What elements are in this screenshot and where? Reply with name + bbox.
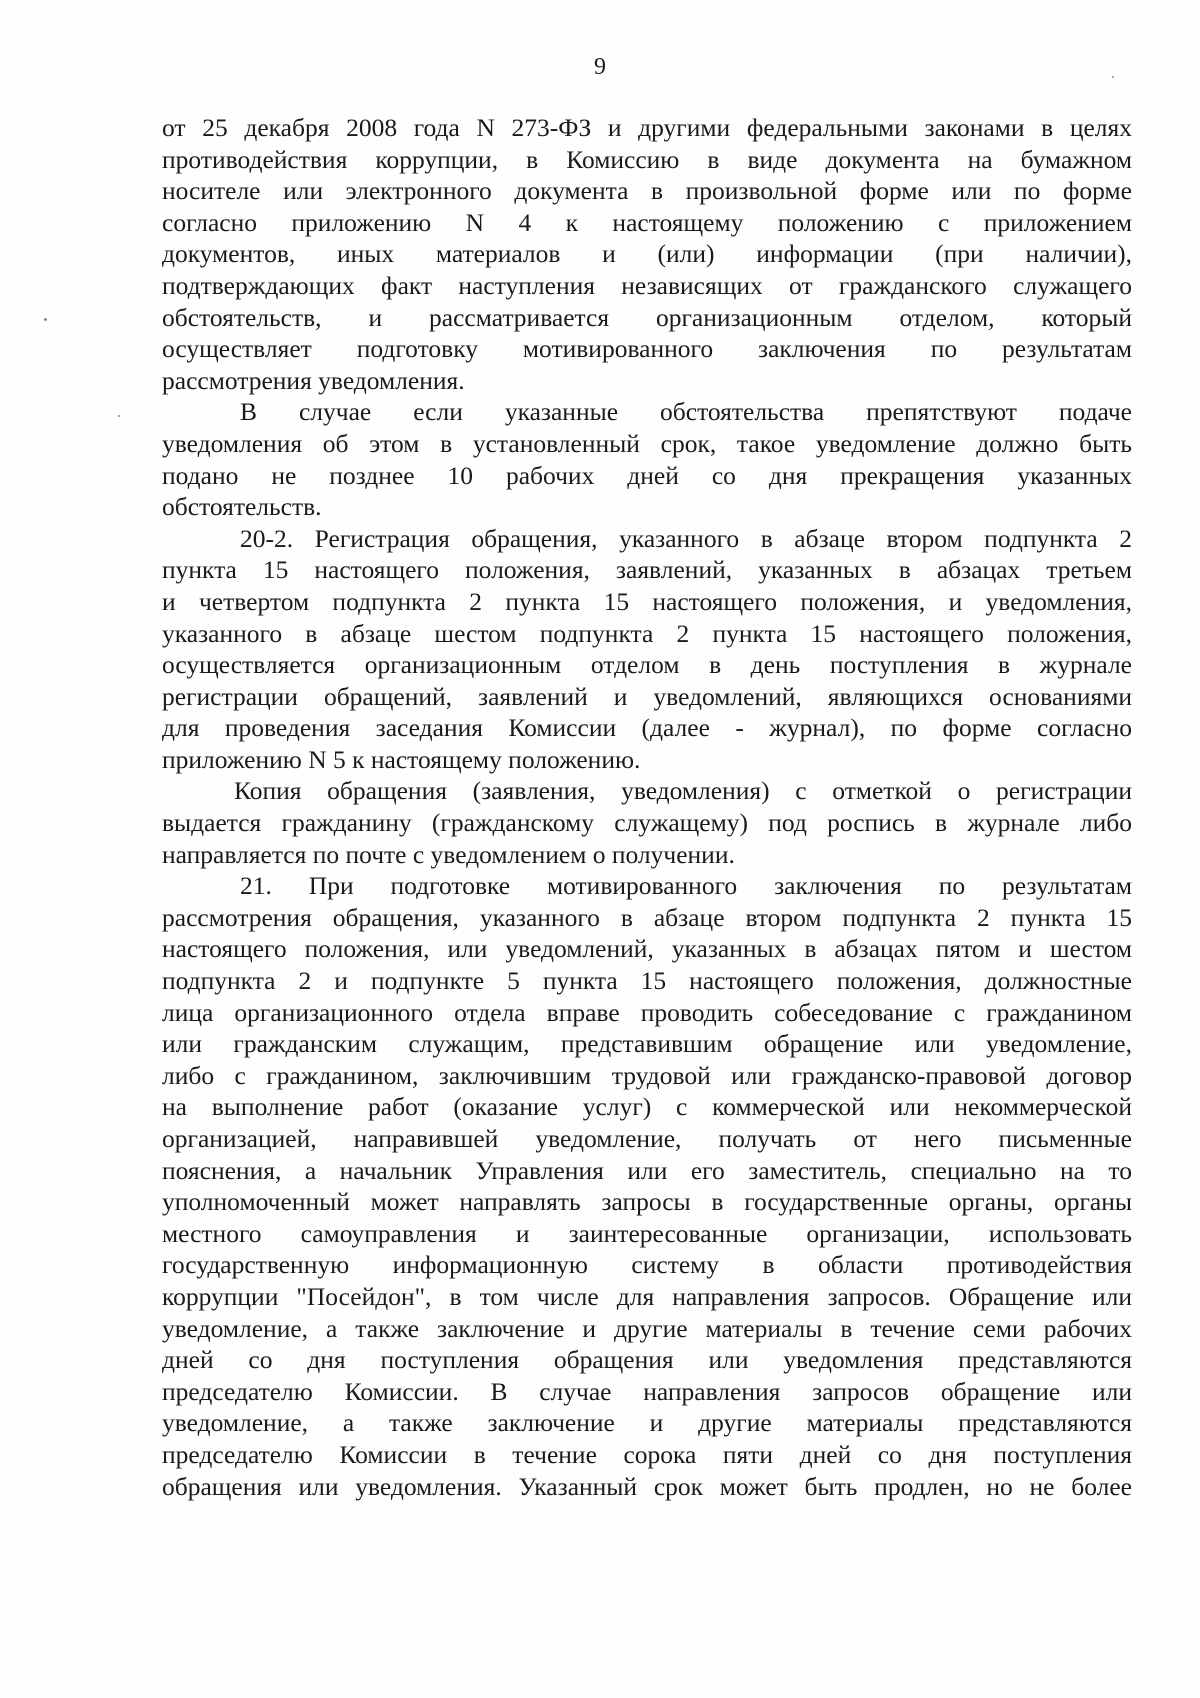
text-line: обстоятельств. [162,492,322,522]
page-number: 9 [594,54,606,80]
text-line: направляется по почте с уведомлением о получении. [162,839,735,869]
text-line: носителе или электронного документа в произвольной форме или по форме [162,176,1132,206]
text-line: лица организационного отдела вправе проводить собеседование с гражданином [162,997,1132,1027]
text-line: подано не позднее 10 рабочих дней со дня прекращения указанных [162,460,1132,490]
paragraph [162,870,1132,1502]
text-line: 20-2. Регистрация обращения, указанного в абзаце втором подпункта 2 [240,523,1132,553]
text-line: председателю Комиссии в течение сорока пяти дней со дня поступления [162,1439,1132,1469]
text-line: согласно приложению N 4 к настоящему положению с приложением [162,207,1132,237]
text-line: настоящего положения, или уведомлений, указанных в абзацах пятом и шестом [162,934,1132,964]
paragraph [162,396,1132,522]
paragraph [162,523,1132,776]
text-line: на выполнение работ (оказание услуг) с коммерческой или некоммерческой [162,1092,1132,1122]
text-line: рассмотрения уведомления. [162,365,465,395]
text-line: рассмотрения обращения, указанного в абзаце втором подпункта 2 пункта 15 [162,902,1132,932]
text-line: от 25 декабря 2008 года N 273-ФЗ и другими федеральными законами в целях [162,113,1132,142]
text-line: или гражданским служащим, представившим обращение или уведомление, [162,1029,1132,1059]
text-line: организацией, направившей уведомление, получать от него письменные [162,1124,1132,1153]
text-line: уведомление, а также заключение и другие материалы в течение семи рабочих [162,1313,1132,1343]
text-line: местного самоуправления и заинтересованные организации, использовать [162,1218,1132,1248]
paragraph [162,775,1132,870]
text-line: осуществляет подготовку мотивированного заключения по результатам [162,334,1132,364]
text-line: Копия обращения (заявления, уведомления) с отметкой о регистрации [234,776,1132,806]
text-line: документов, иных материалов и (или) информации (при наличии), [162,239,1132,269]
text-line: обстоятельств, и рассматривается организационным отделом, который [162,302,1132,332]
text-line: и четвертом подпункта 2 пункта 15 настоящего положения, и уведомления, [162,586,1132,616]
text-line: пояснения, а начальник Управления или его заместитель, специально на то [162,1155,1132,1185]
text-line: указанного в абзаце шестом подпункта 2 пункта 15 настоящего положения, [162,618,1132,648]
text-line: пункта 15 настоящего положения, заявлений, указанных в абзацах третьем [162,555,1132,585]
text-line: подтверждающих факт наступления независящих от гражданского служащего [162,270,1132,300]
text-line: подпункта 2 и подпункте 5 пункта 15 настоящего положения, должностные [162,966,1132,996]
scan-speck [44,318,47,321]
text-line: уполномоченный может направлять запросы в государственные органы, органы [162,1187,1132,1217]
text-line: противодействия коррупции, в Комиссию в виде документа на бумажном [162,144,1132,174]
text-line: уведомления об этом в установленный срок, такое уведомление должно быть [162,428,1132,458]
scan-speck [118,415,120,417]
text-line: регистрации обращений, заявлений и уведомлений, являющихся основаниями [162,681,1132,711]
paragraph [162,112,1132,396]
text-line: В случае если указанные обстоятельства препятствуют подаче [240,397,1132,427]
document-body [162,112,1132,1502]
text-line: 21. При подготовке мотивированного заключения по результатам [240,871,1132,901]
text-line: выдается гражданину (гражданскому служащему) под роспись в журнале либо [162,808,1132,838]
text-line: приложению N 5 к настоящему положению. [162,744,641,774]
text-line: обращения или уведомления. Указанный срок может быть продлен, но не более [162,1471,1132,1501]
text-line: коррупции "Посейдон", в том числе для направления запросов. Обращение или [162,1281,1132,1311]
text-line: председателю Комиссии. В случае направления запросов обращение или [162,1376,1132,1406]
text-line: либо с гражданином, заключившим трудовой или гражданско-правовой договор [162,1060,1132,1090]
text-line: осуществляется организационным отделом в день поступления в журнале [162,650,1132,680]
text-line: для проведения заседания Комиссии (далее - журнал), по форме согласно [162,713,1132,743]
text-line: дней со дня поступления обращения или уведомления представляются [162,1345,1132,1375]
scan-speck [1112,76,1114,78]
text-line: государственную информационную систему в области противодействия [162,1250,1132,1280]
text-line: уведомление, а также заключение и другие материалы представляются [162,1408,1132,1438]
